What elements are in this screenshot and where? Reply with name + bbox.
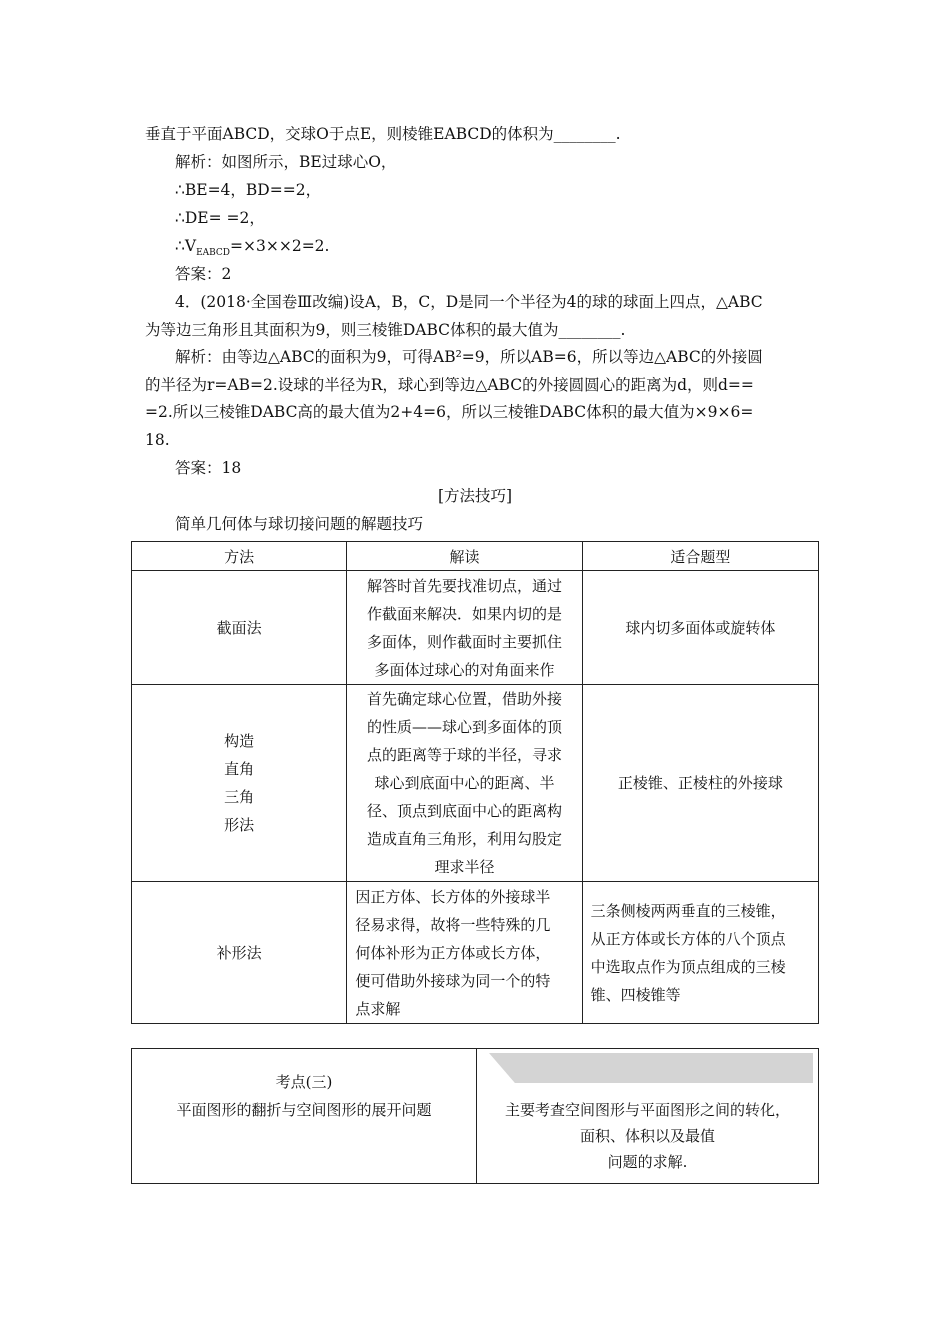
kaodian-desc: 面积、体积以及最值: [579, 1127, 715, 1145]
cell-line: 作截面来解决．如果内切的是: [367, 604, 563, 623]
text-line: 垂直于平面ABCD，交球O于点E，则棱锥EABCD的体积为________.: [145, 125, 621, 143]
cell-line: 三角: [224, 788, 255, 806]
type-cell: [582, 882, 818, 1024]
text-fragment: =×3××2=2.: [230, 237, 330, 255]
kaodian-desc: 主要考查空间图形与平面图形之间的转化，: [504, 1101, 790, 1119]
decorative-banner: [489, 1053, 813, 1083]
method-cell: [132, 882, 347, 1024]
header-cell: 方法: [132, 542, 347, 571]
cell-line: 造成直角三角形，利用勾股定: [367, 830, 563, 848]
cell-line: 球内切多面体或旋转体: [625, 618, 776, 637]
cell-line: 中选取点作为顶点组成的三棱: [590, 957, 786, 976]
text-fragment: ∴V: [175, 237, 197, 255]
text-line: 解析：由等边△ABC的面积为9，可得AB²=9，所以AB=6，所以等边△ABC的外接圆: [175, 348, 763, 366]
cell-line: 便可借助外接球为同一个的特: [355, 971, 551, 990]
cell-line: 解答时首先要找准切点，通过: [367, 576, 563, 595]
table-header-row: [132, 542, 819, 571]
method-cell: [132, 685, 347, 882]
text-line: ∴BE=4，BD==2，: [175, 181, 322, 199]
text-line: 的半径为r=AB=2.设球的半径为R，球心到等边△ABC的外接圆圆心的距离为d，则d==: [145, 376, 754, 394]
explain-cell: [347, 685, 582, 882]
table-row: [132, 571, 819, 685]
type-cell: [582, 685, 818, 882]
cell-line: 正棱锥、正棱柱的外接球: [617, 774, 783, 792]
cell-line: 点的距离等于球的半径，寻求: [367, 746, 563, 764]
text-line: 解析：如图所示，BE过球心O，: [175, 153, 397, 171]
kaodian-right: [477, 1049, 818, 1183]
explain-cell: [347, 882, 582, 1024]
cell-line: 三条侧棱两两垂直的三棱锥，: [590, 901, 786, 920]
cell-line: 从正方体或长方体的八个顶点: [590, 929, 786, 948]
text-line: 4．(2018·全国卷Ⅲ改编)设A，B，C，D是同一个半径为4的球的球面上四点，△ABC: [175, 293, 763, 311]
subscript: EABCD: [196, 248, 231, 259]
cell-line: 球心到底面中心的距离、半: [374, 774, 555, 792]
kaodian-title: 平面图形的翻折与空间图形的展开问题: [176, 1101, 432, 1119]
text-line: 18.: [145, 431, 170, 449]
cell-line: 直角: [224, 760, 255, 778]
text-line: [175, 236, 329, 263]
type-cell: [582, 571, 818, 685]
explain-cell: [347, 571, 582, 685]
cell-line: 锥、四棱锥等: [590, 985, 681, 1004]
cell-line: 补形法: [216, 943, 262, 962]
section-subtitle: 简单几何体与球切接问题的解题技巧: [175, 515, 424, 533]
cell-line: 首先确定球心位置，借助外接: [367, 690, 563, 708]
cell-line: 径、顶点到底面中心的距离构: [367, 802, 563, 820]
header-cell: 解读: [347, 542, 582, 571]
table-row: [132, 685, 819, 882]
header-cell: 适合题型: [582, 542, 818, 571]
cell-line: 理求半径: [434, 858, 495, 876]
cell-line: 点求解: [355, 999, 401, 1018]
text-line: ∴DE= =2，: [175, 209, 265, 227]
cell-line: 的性质——球心到多面体的顶: [367, 718, 563, 736]
text-line: 答案：18: [175, 459, 242, 477]
cell-line: 何体补形为正方体或长方体，: [355, 943, 551, 962]
section-heading: [方法技巧]: [437, 487, 513, 505]
kaodian-label: 考点(三): [275, 1073, 333, 1091]
cell-line: 构造: [224, 732, 255, 750]
text-line: 答案：2: [175, 265, 232, 283]
method-cell: [132, 571, 347, 685]
kaodian-box: [131, 1048, 819, 1184]
cell-line: 多面体过球心的对角面来作: [374, 660, 555, 679]
table-row: [132, 882, 819, 1024]
text-line: =2.所以三棱锥DABC高的最大值为2+4=6，所以三棱锥DABC体积的最大值为×9×6=: [145, 403, 754, 421]
kaodian-desc: 问题的求解.: [607, 1153, 688, 1171]
cell-line: 因正方体、长方体的外接球半: [355, 887, 551, 906]
text-line: 为等边三角形且其面积为9，则三棱锥DABC体积的最大值为________.: [145, 321, 626, 339]
cell-line: 截面法: [216, 618, 262, 637]
cell-line: 形法: [224, 816, 255, 834]
cell-line: 多面体，则作截面时主要抓住: [367, 632, 563, 651]
cell-line: 径易求得，故将一些特殊的几: [355, 915, 551, 934]
methods-table: [131, 541, 819, 1024]
kaodian-left: [132, 1049, 477, 1183]
